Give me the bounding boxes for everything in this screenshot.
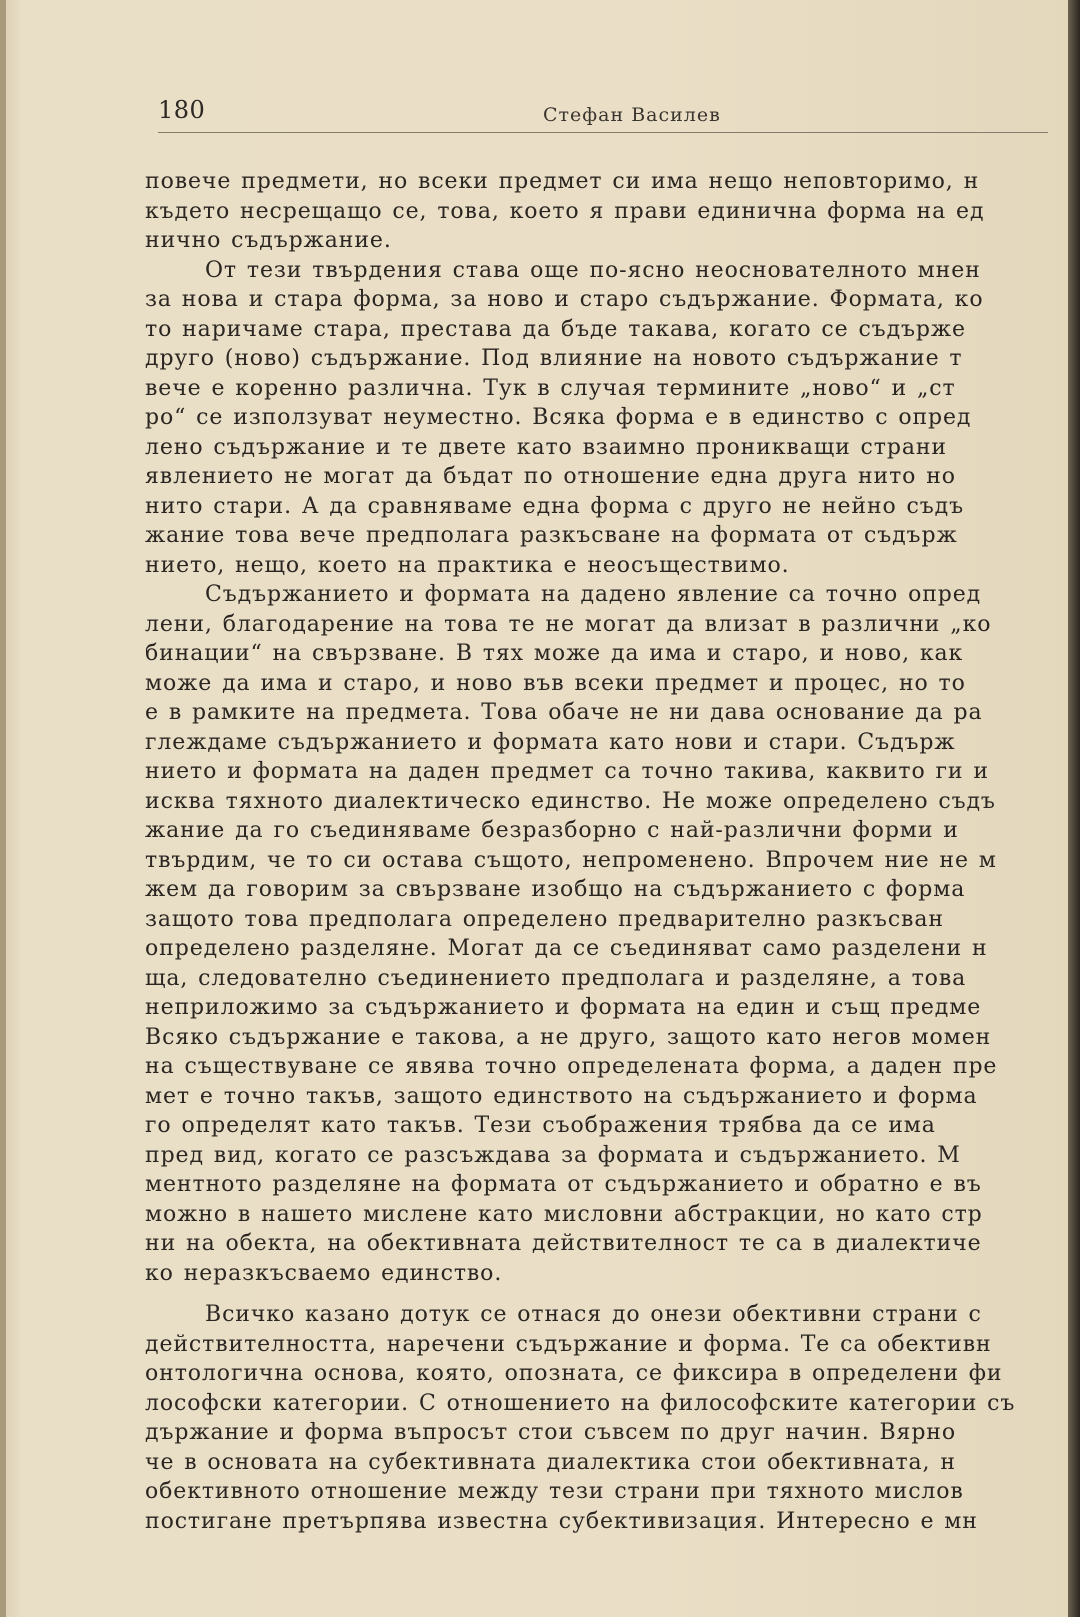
text-line: нито стари. А да сравняваме една форма с друго не нейно съдъ <box>145 493 965 519</box>
text-line: бинации“ на свързване. В тях може да има и старо, и ново, как <box>145 641 964 666</box>
body-text <box>145 167 1080 1547</box>
text-line: онтологична основа, която, опозната, се фиксира в определени фи <box>145 1361 1003 1386</box>
text-line: лени, благодарение на това те не могат да влизат в различни „ко <box>145 611 992 637</box>
text-line: ни на обекта, на обективната действителност те са в диалектиче <box>145 1231 982 1256</box>
text-line: жание това вече предполага разкъсване на формата от съдърж <box>145 523 958 548</box>
text-line: жем да говорим за свързване изобщо на съдържанието с форма <box>145 877 966 902</box>
running-head-author: Стефан Василев <box>543 104 721 126</box>
text-line: исква тяхното диалектическо единство. Не може определено съдъ <box>145 788 996 814</box>
text-line: ментното разделяне на формата от съдържанието и обратно е въ <box>145 1172 982 1197</box>
text-line: действителността, наречени съдържание и форма. Те са обективн <box>145 1331 992 1357</box>
text-line: защото това предполага определено предварително разкъсван <box>145 906 944 932</box>
text-line: нично съдържание. <box>145 228 392 253</box>
text-line: ща, следователно съединението предполага и разделяне, а това <box>145 965 967 991</box>
text-line: глеждаме съдържанието и формата като нови и стари. Съдърж <box>145 729 956 755</box>
text-line: нието, нещо, което на практика е неосъществимо. <box>145 552 790 578</box>
text-line: то наричаме стара, престава да бъде такава, когато се съдърже <box>145 316 966 342</box>
text-line: повече предмети, но всеки предмет си има нещо неповторимо, н <box>145 169 980 194</box>
header-rule <box>158 132 1048 133</box>
text-line: мет е точно такъв, защото единството на съдържанието и форма <box>145 1083 978 1109</box>
text-line: друго (ново) съдържание. Под влияние на новото съдържание т <box>145 346 963 371</box>
text-line: е в рамките на предмета. Това обаче не ни дава основание да ра <box>145 700 983 725</box>
text-line: твърдим, че то си остава същото, непроменено. Впрочем ние не м <box>145 847 997 873</box>
text-line: ко неразкъсваемо единство. <box>145 1260 503 1286</box>
text-line: го определят като такъв. Тези съображения трябва да се има <box>145 1113 936 1138</box>
text-line: неприложимо за съдържанието и формата на един и същ предме <box>145 995 982 1020</box>
text-line: постигане претърпява известна субективизация. Интересно е мн <box>145 1508 978 1534</box>
page-left-edge <box>0 0 6 1617</box>
text-line: Съдържанието и формата на дадено явление са точно опред <box>205 582 982 607</box>
text-line: ро“ се използуват неуместно. Всяка форма е в единство с опред <box>145 405 972 430</box>
text-line: че в основата на субективната диалектика стои обективната, н <box>145 1449 956 1475</box>
text-line: лософски категории. С отношението на философските категории съ <box>145 1390 1016 1416</box>
text-line: явлението не могат да бъдат по отношение една друга нито но <box>145 464 956 489</box>
text-line: Всичко казано дотук се отнася до онези обективни страни с <box>205 1302 982 1327</box>
text-line: пред вид, когато се разсъждава за формата и съдържанието. М <box>145 1142 961 1168</box>
text-line: Всяко съдържание е такова, а не друго, защото като негов момен <box>145 1024 992 1050</box>
text-line: държание и форма въпросът стои съвсем по друг начин. Вярно <box>145 1420 957 1445</box>
text-line: за нова и стара форма, за ново и старо съдържание. Формата, ко <box>145 287 984 312</box>
text-line: определено разделяне. Могат да се съединяват само разделени н <box>145 936 988 961</box>
text-line: обективното отношение между тези страни при тяхното мислов <box>145 1479 964 1504</box>
page-header <box>158 96 1058 136</box>
text-line: жание да го съединяваме безразборно с най-различни форми и <box>145 818 959 843</box>
text-line: може да има и старо, и ново във всеки предмет и процес, но то <box>145 670 966 696</box>
text-line: вече е коренно различна. Тук в случая термините „ново“ и „ст <box>145 375 956 401</box>
page-number: 180 <box>158 96 206 124</box>
text-line: можно в нашето мислене като мисловни абстракции, но като стр <box>145 1201 983 1227</box>
text-line: нието и формата на даден предмет са точно такива, каквито ги и <box>145 759 989 784</box>
text-line: лено съдържание и те двете като взаимно проникващи страни <box>145 434 947 460</box>
text-line: От тези твърдения става още по-ясно неоснователното мнен <box>205 257 981 283</box>
text-line: на съществуване се явява точно определената форма, а даден пре <box>145 1054 998 1079</box>
text-line: където несрещащо се, това, което я прави единична форма на ед <box>145 198 985 224</box>
